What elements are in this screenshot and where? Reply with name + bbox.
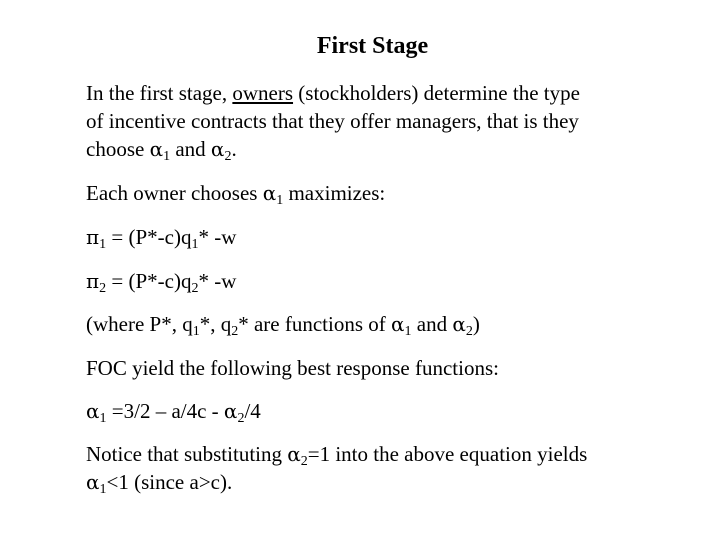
text-segment: =3/2 – a/4c -	[106, 399, 224, 423]
text-segment: and	[170, 137, 211, 161]
alpha-symbol: α	[452, 312, 466, 336]
text-segment: maximizes:	[283, 181, 386, 205]
subscript: 2	[224, 149, 232, 164]
subscript: 1	[99, 411, 107, 426]
text-segment: =1 into the above equation yields	[307, 442, 588, 466]
subscript: 1	[99, 482, 107, 497]
subscript: 1	[191, 237, 199, 252]
text-segment: *, q	[199, 312, 232, 336]
subscript: 2	[99, 281, 107, 296]
text-segment: .	[231, 137, 237, 161]
text-segment: /4	[244, 399, 261, 423]
alpha-symbol: α	[223, 399, 238, 423]
text-segment: = (P*-c)q	[106, 225, 192, 249]
equation-best-response	[86, 398, 686, 424]
text-segment: * -w	[198, 269, 237, 293]
alpha-symbol: α	[262, 181, 277, 205]
subscript: 1	[192, 324, 200, 339]
text-segment: In the first stage,	[86, 81, 233, 105]
paragraph-notice-line1	[86, 441, 686, 467]
alpha-symbol: α	[86, 399, 100, 423]
subscript: 1	[276, 193, 284, 208]
alpha-symbol: α	[287, 442, 301, 466]
subscript: 2	[191, 281, 199, 296]
subscript: 1	[99, 237, 107, 252]
subscript: 2	[237, 411, 245, 426]
paragraph-owner-chooses	[86, 180, 686, 206]
text-segment: (where P*, q	[86, 312, 193, 336]
text-segment: and	[411, 312, 453, 336]
slide-title: First Stage	[316, 33, 429, 59]
subscript: 1	[163, 149, 171, 164]
subscript: 1	[404, 324, 412, 339]
text-segment: = (P*-c)q	[106, 269, 192, 293]
alpha-symbol: α	[149, 137, 164, 161]
text-segment: <1 (since a>c).	[106, 470, 233, 494]
paragraph-first-stage-line2: of incentive contracts that they offer managers, that is they	[86, 109, 579, 133]
subscript: 2	[465, 324, 473, 339]
paragraph-foc: FOC yield the following best response functions:	[86, 356, 499, 380]
alpha-symbol: α	[391, 312, 405, 336]
text-segment: * are functions of	[238, 312, 392, 336]
subscript: 2	[300, 454, 308, 469]
owners-underlined: owners	[232, 81, 294, 105]
text-segment: choose	[86, 137, 150, 161]
text-segment: Each owner chooses	[86, 181, 263, 205]
equation-profit-1	[86, 224, 686, 250]
paragraph-first-stage-line1	[86, 80, 686, 106]
paragraph-first-stage-line3	[86, 136, 686, 162]
text-segment: )	[472, 312, 480, 336]
text-segment: (stockholders) determine the type	[293, 81, 580, 105]
subscript: 2	[231, 324, 239, 339]
alpha-symbol: α	[86, 470, 100, 494]
pi-symbol: π	[86, 269, 100, 293]
paragraph-notice-line2	[86, 469, 686, 495]
equation-profit-2	[86, 268, 686, 294]
text-segment: Notice that substituting	[86, 442, 288, 466]
paragraph-where	[86, 311, 686, 337]
alpha-symbol: α	[210, 137, 225, 161]
pi-symbol: π	[86, 225, 100, 249]
text-segment: * -w	[198, 225, 237, 249]
